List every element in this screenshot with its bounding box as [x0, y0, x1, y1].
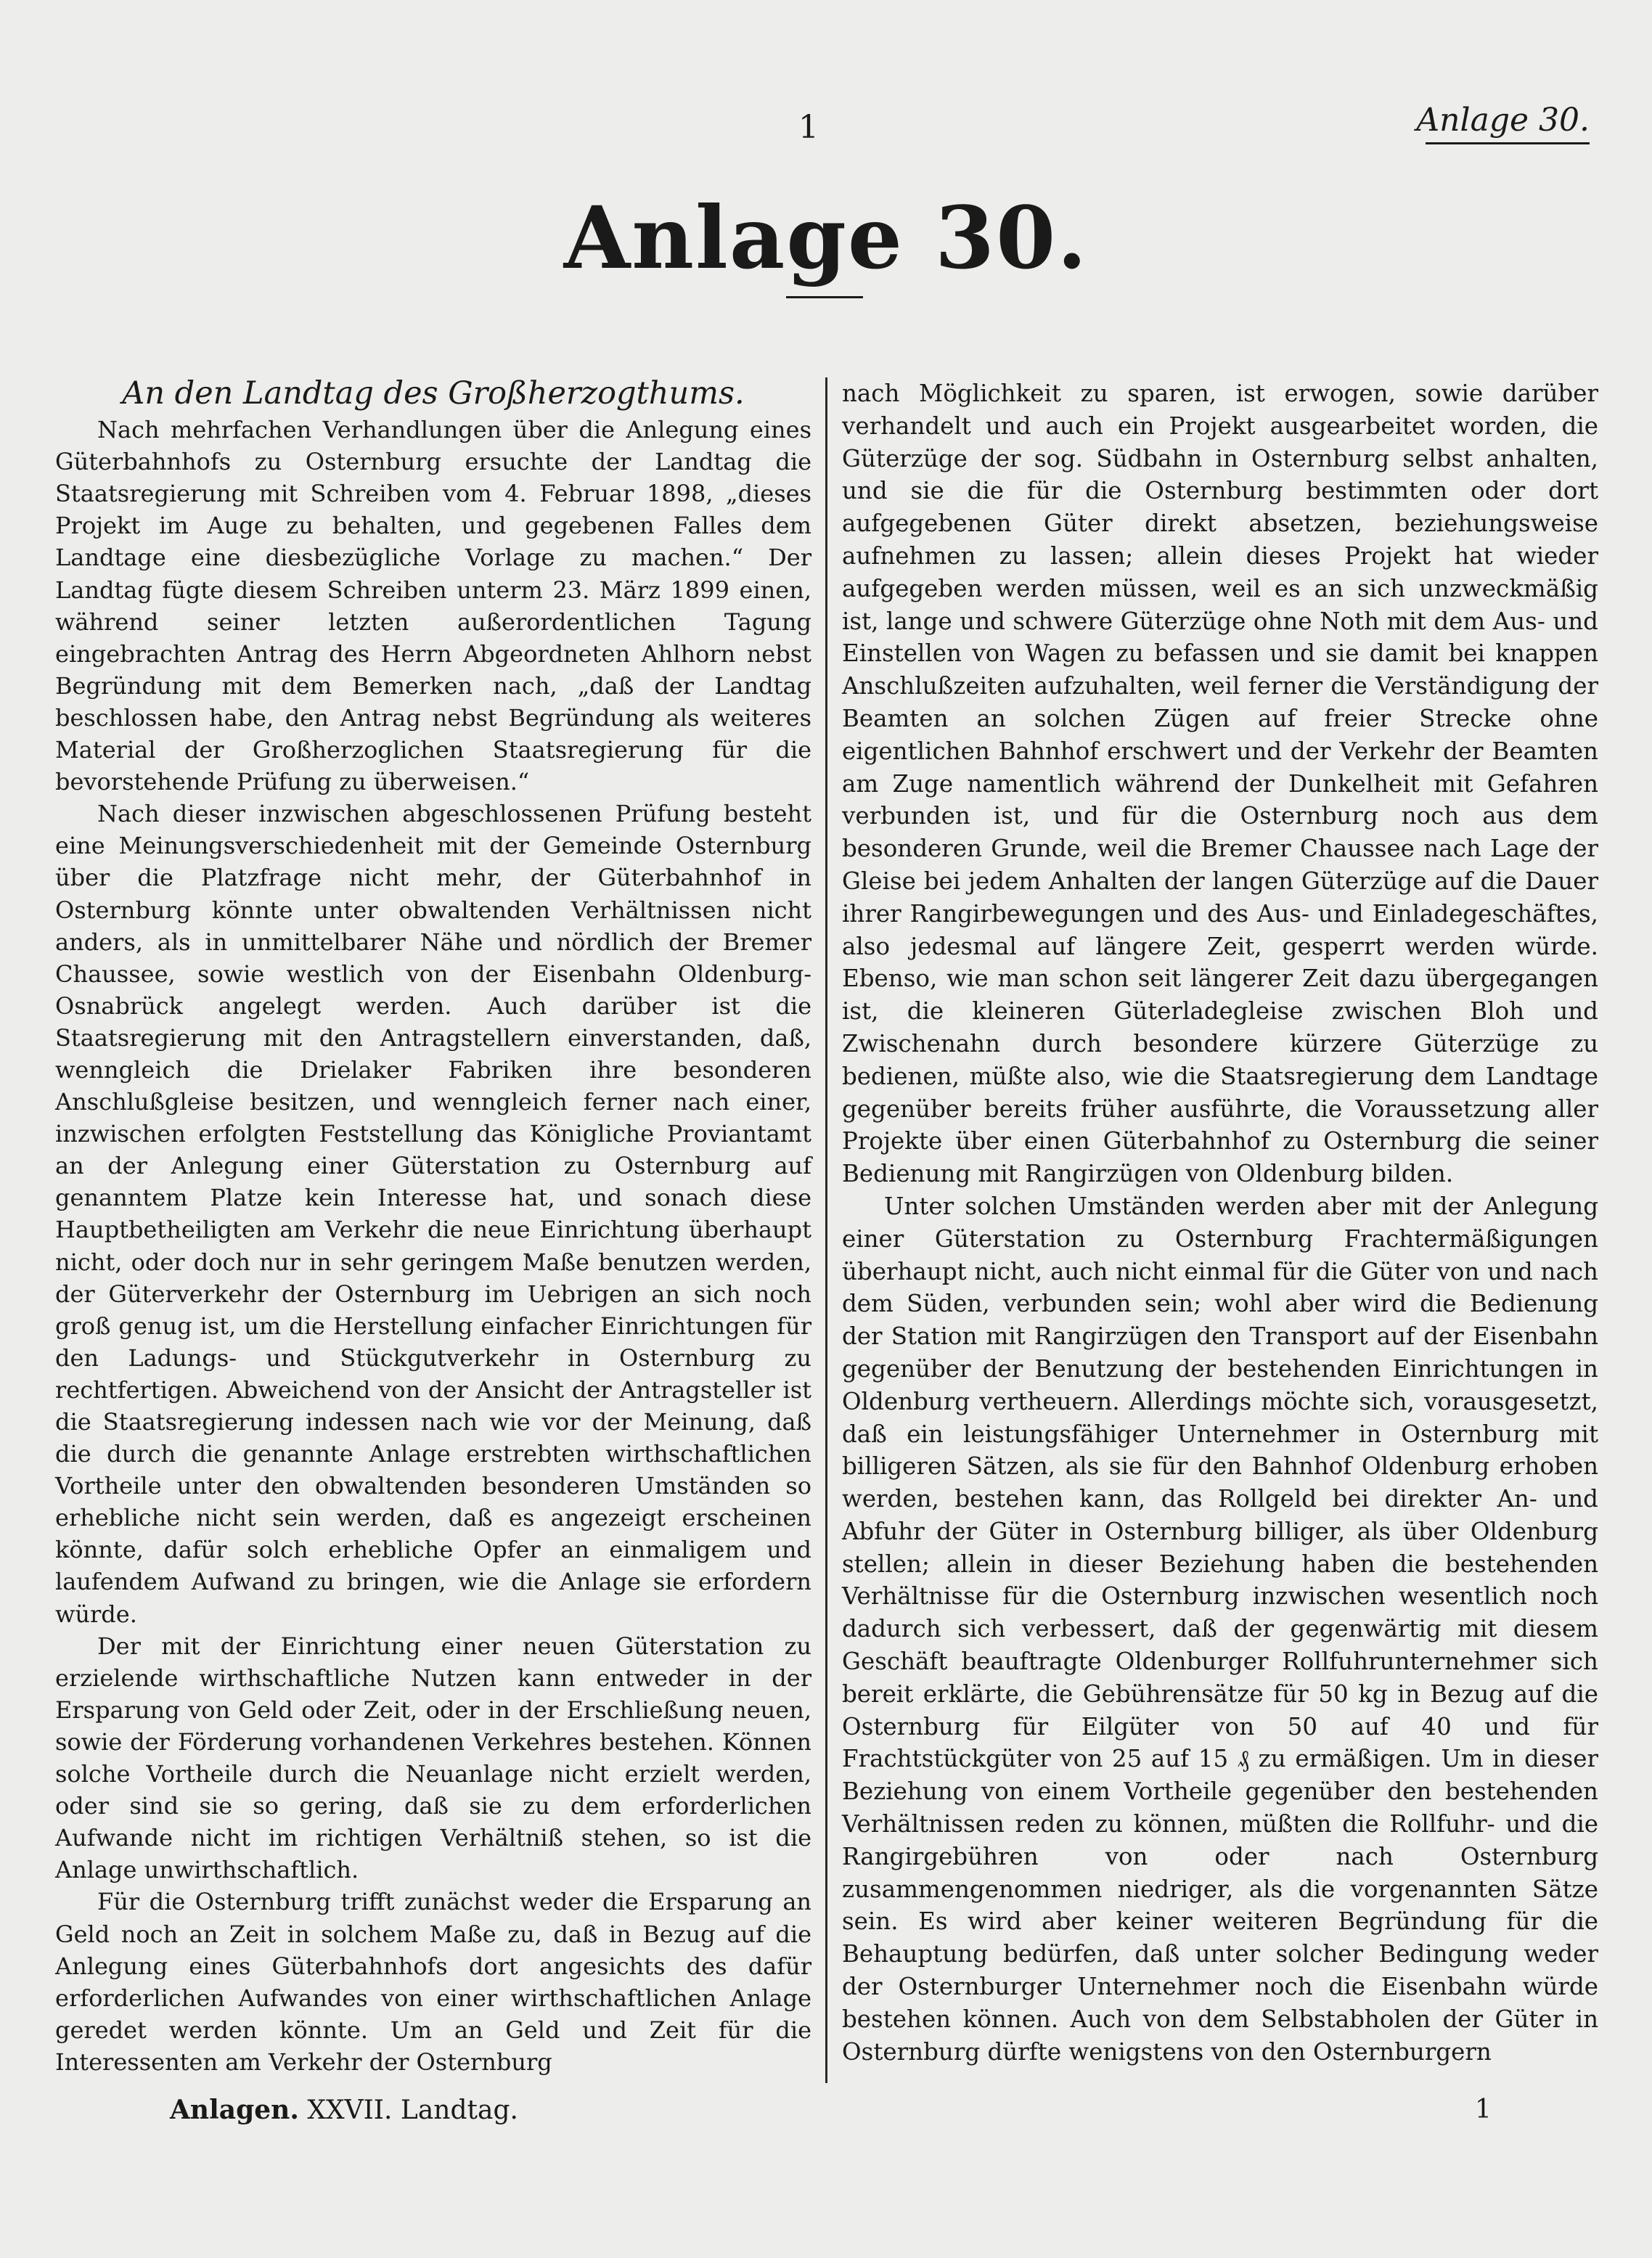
page-number: 1 [798, 109, 819, 146]
paragraph: Der mit der Einrichtung einer neuen Güterstation zu erzielende wirthschaftliche Nutzen kann entweder in der Ersparung von Geld oder Zeit, oder in der Erschließung neuen, sowie der Förderung vorhandenen Verkehres bestehen. Können solche Vortheile durch die Neuanlage nicht erzielt werden, oder sind sie so gering, daß sie zu dem erforderlichen Aufwande nicht im richtigen Verhältniß stehen, so ist die Anlage unwirthschaftlich. [55, 1632, 811, 1884]
footer-signature [170, 2095, 518, 2125]
column-divider [825, 377, 827, 2083]
sheet-number: 1 [1475, 2095, 1492, 2124]
page-title: Anlage 30. [563, 187, 1089, 288]
right-column [842, 377, 1598, 2068]
title-rule [786, 296, 863, 298]
address-heading: An den Landtag des Großherzogthums. [122, 375, 745, 412]
running-head-rule [1426, 142, 1590, 144]
paragraph: Für die Osternburg trifft zunächst weder die Ersparung an Geld noch an Zeit in solchem Maße zu, daß in Bezug auf die Anlegung eines Güterbahnhofs dort angesichts des dafür erforderlichen Aufwandes von einer wirthschaftlichen Anlage geredet werden könnte. Um an Geld und Zeit für die Interessenten am Verkehr der Osternburg [55, 1888, 811, 2076]
footer-landtag: XXVII. Landtag. [298, 2095, 518, 2125]
footer-anlagen: Anlagen. [170, 2095, 299, 2125]
running-head: Anlage 30. [1416, 102, 1590, 139]
paragraph: Nach dieser inzwischen abgeschlossenen Prüfung besteht eine Meinungsverschiedenheit mit der Gemeinde Osternburg über die Platzfrage nicht mehr, der Güterbahnhof in Osternburg könnte unter obwaltenden Verhältnissen nicht anders, als in unmittelbarer Nähe und nördlich der Bremer Chaussee, sowie westlich von der Eisenbahn Oldenburg-Osnabrück angelegt werden. Auch darüber ist die Staatsregierung mit den Antragstellern einverstanden, daß, wenngleich die Drielaker Fabriken ihre besonderen Anschlußgleise besitzen, und wenngleich ferner nach einer, inzwischen erfolgten Feststellung das Königliche Proviantamt an der Anlegung einer Güterstation zu Osternburg auf genanntem Platze kein Interesse hat, und sonach diese Hauptbetheiligten am Verkehr die neue Einrichtung überhaupt nicht, oder doch nur in sehr geringem Maße benutzen werden, der Güterverkehr der Osternburg im Uebrigen an sich noch groß genug ist, um die Herstellung einfacher Einrichtungen für den Ladungs- und Stückgutverkehr in Osternburg zu rechtfertigen. Abweichend von der Ansicht der Antragsteller ist die Staatsregierung indessen nach wie vor der Meinung, daß die durch die genannte Anlage erstrebten wirthschaftlichen Vortheile unter den obwaltenden besonderen Umständen so erhebliche nicht sein werden, daß es angezeigt erscheinen könnte, dafür solch erhebliche Opfer an einmaligem und laufendem Aufwand zu bringen, wie die Anlage sie erfordern würde. [55, 800, 811, 1628]
paragraph: Unter solchen Umständen werden aber mit der Anlegung einer Güterstation zu Osternburg Frachtermäßigungen überhaupt nicht, auch nicht einmal für die Güter von und nach dem Süden, verbunden sein; wohl aber wird die Bedienung der Station mit Rangirzügen den Transport auf der Eisenbahn gegenüber der Benutzung der bestehenden Einrichtungen in Oldenburg vertheuern. Allerdings möchte sich, vorausgesetzt, daß ein leistungsfähiger Unternehmer in Osternburg mit billigeren Sätzen, als sie für den Bahnhof Oldenburg erhoben werden, bestehen kann, das Rollgeld bei direkter An- und Abfuhr der Güter in Osternburg billiger, als über Oldenburg stellen; allein in dieser Beziehung haben die bestehenden Verhältnisse für die Osternburg inzwischen wesentlich noch dadurch sich verbessert, daß der gegenwärtig mit diesem Geschäft beauftragte Oldenburger Rollfuhrunternehmer sich bereit erklärte, die Gebührensätze für 50 kg in Bezug auf die Osternburg für Eilgüter von 50 auf 40 und für Frachtstückgüter von 25 auf 15 ₰ zu ermäßigen. Um in dieser Beziehung von einem Vortheile gegenüber den bestehenden Verhältnissen reden zu können, müßten die Rollfuhr- und die Rangirgebühren von oder nach Osternburg zusammengenommen niedriger, als die vorgenannten Sätze sein. Es wird aber keiner weiteren Begründung für die Behauptung bedürfen, daß unter solcher Bedingung weder der Osternburger Unternehmer noch die Eisenbahn würde bestehen können. Auch von dem Selbstabholen der Güter in Osternburg dürfte wenigstens von den Osternburgern [842, 1192, 1598, 2066]
paragraph: nach Möglichkeit zu sparen, ist erwogen, sowie darüber verhandelt und auch ein Projekt ausgearbeitet worden, die Güterzüge der sog. Südbahn in Osternburg selbst anhalten, und sie die für die Osternburg bestimmten oder dort aufgegebenen Güter direkt absetzen, beziehungsweise aufnehmen zu lassen; allein dieses Projekt hat wieder aufgegeben werden müssen, weil es an sich unzweckmäßig ist, lange und schwere Güterzüge ohne Noth mit dem Aus- und Einstellen von Wagen zu befassen und sie damit bei knappen Anschlußzeiten aufzuhalten, weil ferner die Verständigung der Beamten an solchen Zügen auf freier Strecke ohne eigentlichen Bahnhof erschwert und der Verkehr der Beamten am Zuge namentlich während der Dunkelheit mit Gefahren verbunden ist, und für die Osternburg noch aus dem besonderen Grunde, weil die Bremer Chaussee nach Lage der Gleise bei jedem Anhalten der langen Güterzüge auf die Dauer ihrer Rangirbewegungen und des Aus- und Einladegeschäftes, also jedesmal auf längere Zeit, gesperrt werden würde. Ebenso, wie man schon seit längerer Zeit dazu übergegangen ist, die kleineren Güterladegleise zwischen Bloh und Zwischenahn durch besondere kürzere Güterzüge zu bedienen, müßte also, wie die Staatsregierung dem Landtage gegenüber bereits früher ausführte, die Voraussetzung aller Projekte über einen Güterbahnhof zu Osternburg die seiner Bedienung mit Rangirzügen von Oldenburg bilden. [842, 380, 1598, 1188]
left-column [55, 377, 811, 2078]
paragraph: Nach mehrfachen Verhandlungen über die Anlegung eines Güterbahnhofs zu Osternburg ersuchte der Landtag die Staatsregierung mit Schreiben vom 4. Februar 1898, „dieses Projekt im Auge zu behalten, und gegebenen Falles dem Landtage eine diesbezügliche Vorlage zu machen.“ Der Landtag fügte diesem Schreiben unterm 23. März 1899 einen, während seiner letzten außerordentlichen Tagung eingebrachten Antrag des Herrn Abgeordneten Ahlhorn nebst Begründung mit dem Bemerken nach, „daß der Landtag beschlossen habe, den Antrag nebst Begründung als weiteres Material der Großherzoglichen Staatsregierung für die bevorstehende Prüfung zu überweisen.“ [55, 416, 811, 796]
